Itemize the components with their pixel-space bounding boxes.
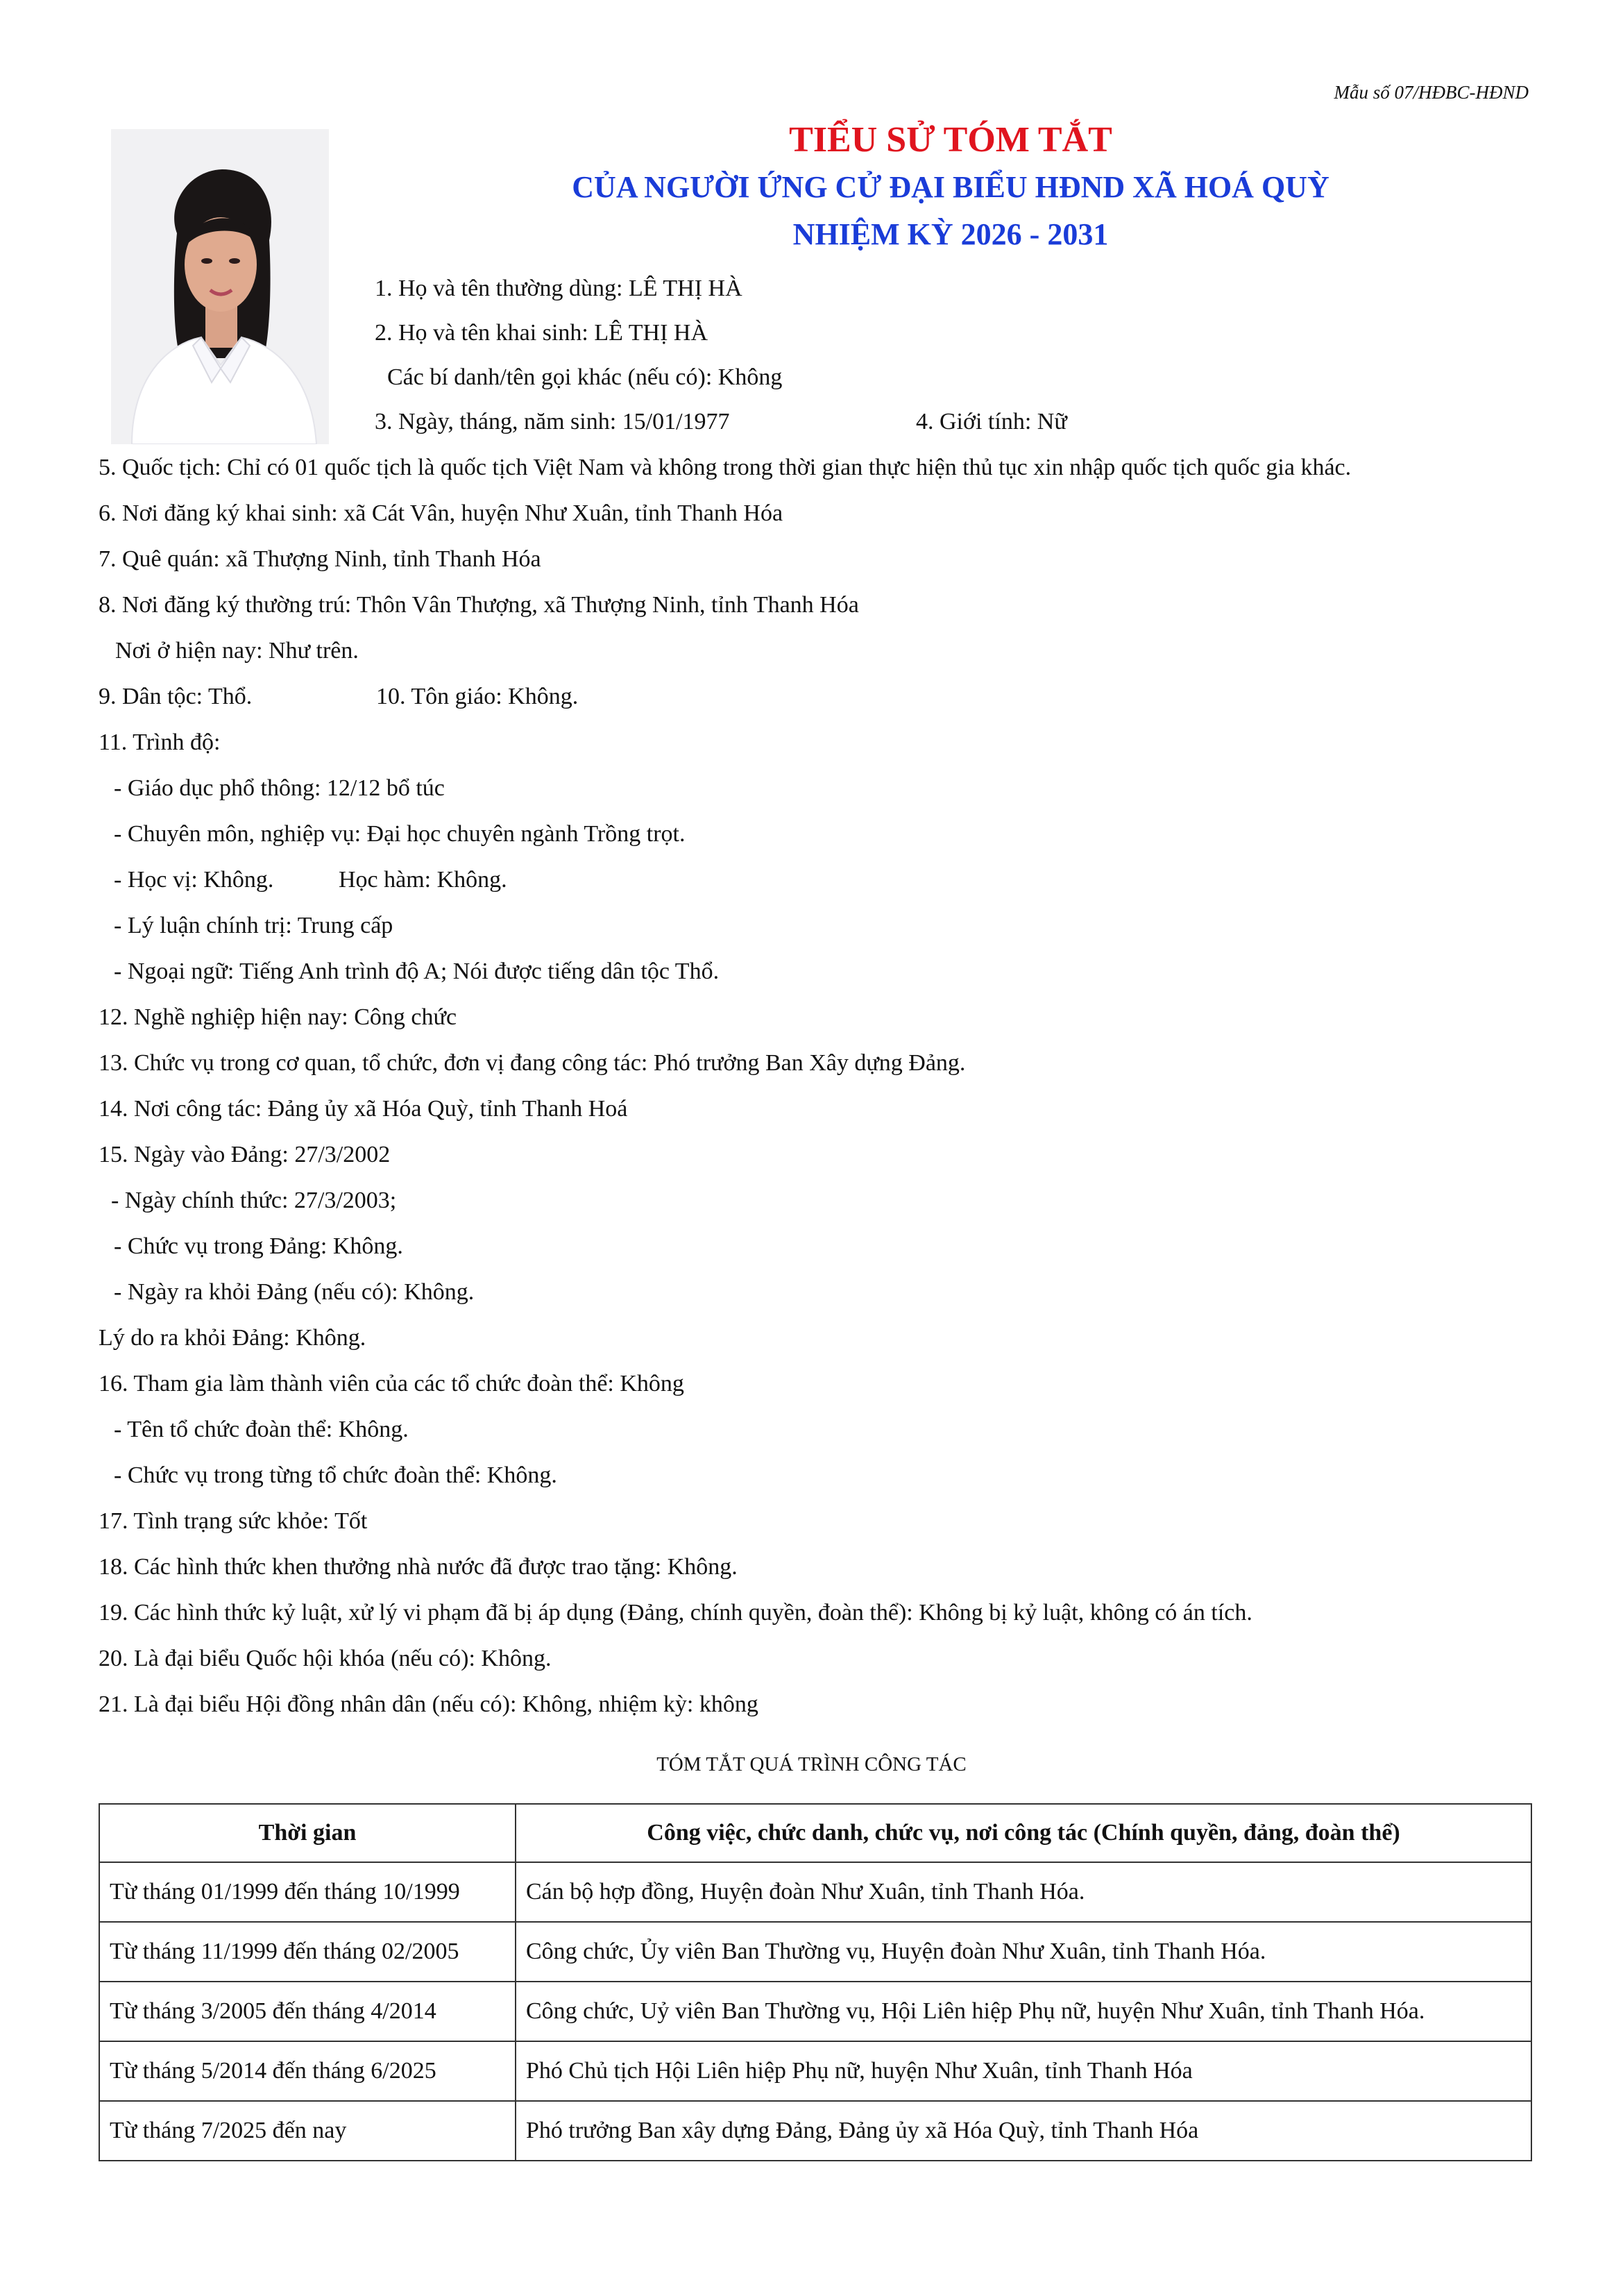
document-term: NHIỆM KỲ 2026 - 2031	[792, 217, 1109, 251]
field-birth-name: 2. Họ và tên khai sinh: LÊ THỊ HÀ	[375, 320, 708, 346]
field-religion: 10. Tôn giáo: Không.	[376, 684, 579, 709]
field-party-join-date: 15. Ngày vào Đảng: 27/3/2002	[99, 1142, 391, 1167]
portrait-photo	[111, 129, 329, 444]
field-party-leave-reason: Lý do ra khỏi Đảng: Không.	[99, 1325, 366, 1351]
cell-time: Từ tháng 11/1999 đến tháng 02/2005	[99, 1922, 516, 1982]
cell-work: Phó trưởng Ban xây dựng Đảng, Đảng ủy xã Hóa Quỳ, tỉnh Thanh Hóa	[516, 2101, 1531, 2161]
field-organization-membership: 16. Tham gia làm thành viên của các tổ chức đoàn thể: Không	[99, 1371, 684, 1396]
field-education-heading: 11. Trình độ:	[99, 729, 221, 755]
table-row	[99, 1922, 1531, 1982]
field-date-of-birth: 3. Ngày, tháng, năm sinh: 15/01/1977	[375, 409, 730, 434]
field-party-leave-date: - Ngày ra khỏi Đảng (nếu có): Không.	[114, 1279, 475, 1305]
field-birth-registration: 6. Nơi đăng ký khai sinh: xã Cát Vân, huyện Như Xuân, tỉnh Thanh Hóa	[99, 500, 783, 526]
field-ethnicity: 9. Dân tộc: Thổ.	[99, 684, 253, 709]
field-workplace: 14. Nơi công tác: Đảng ủy xã Hóa Quỳ, tỉnh Thanh Hoá	[99, 1096, 628, 1122]
field-organization-position: - Chức vụ trong từng tổ chức đoàn thể: Không.	[114, 1462, 557, 1488]
field-gender: 4. Giới tính: Nữ	[916, 409, 1067, 434]
field-specialization: - Chuyên môn, nghiệp vụ: Đại học chuyên ngành Trồng trọt.	[114, 821, 686, 847]
field-national-assembly: 20. Là đại biểu Quốc hội khóa (nếu có): Không.	[99, 1646, 552, 1671]
field-general-education: - Giáo dục phổ thông: 12/12 bổ túc	[114, 775, 445, 801]
table-row	[99, 1862, 1531, 1922]
table-row	[99, 2041, 1531, 2101]
field-academic-degree: - Học vị: Không.	[114, 867, 274, 893]
career-table-title: TÓM TẮT QUÁ TRÌNH CÔNG TÁC	[656, 1753, 967, 1775]
cell-work: Công chức, Uỷ viên Ban Thường vụ, Hội Liên hiệp Phụ nữ, huyện Như Xuân, tỉnh Thanh Hóa.	[516, 1982, 1531, 2041]
field-organization-name: - Tên tổ chức đoàn thể: Không.	[114, 1417, 409, 1442]
field-current-residence: Nơi ở hiện nay: Như trên.	[115, 638, 359, 664]
form-number: Mẫu số 07/HĐBC-HĐND	[1334, 82, 1529, 103]
field-health: 17. Tình trạng sức khỏe: Tốt	[99, 1508, 368, 1534]
field-common-name: 1. Họ và tên thường dùng: LÊ THỊ HÀ	[375, 276, 742, 301]
field-party-position: - Chức vụ trong Đảng: Không.	[114, 1233, 403, 1259]
cell-time: Từ tháng 3/2005 đến tháng 4/2014	[99, 1982, 516, 2041]
cell-work: Công chức, Ủy viên Ban Thường vụ, Huyện đoàn Như Xuân, tỉnh Thanh Hóa.	[516, 1922, 1531, 1982]
column-header-work: Công việc, chức danh, chức vụ, nơi công tác (Chính quyền, đảng, đoàn thể)	[516, 1804, 1531, 1862]
field-foreign-language: - Ngoại ngữ: Tiếng Anh trình độ A; Nói được tiếng dân tộc Thổ.	[114, 959, 720, 984]
cell-time: Từ tháng 5/2014 đến tháng 6/2025	[99, 2041, 516, 2101]
field-political-theory: - Lý luận chính trị: Trung cấp	[114, 913, 393, 938]
cell-time: Từ tháng 01/1999 đến tháng 10/1999	[99, 1862, 516, 1922]
table-header-row	[99, 1804, 1531, 1862]
table-row	[99, 1982, 1531, 2041]
field-disciplinary: 19. Các hình thức kỷ luật, xử lý vi phạm đã bị áp dụng (Đảng, chính quyền, đoàn thể): Không bị kỷ luật, không có án tích.	[99, 1600, 1252, 1626]
field-occupation: 12. Nghề nghiệp hiện nay: Công chức	[99, 1004, 457, 1030]
column-header-time: Thời gian	[99, 1804, 516, 1862]
career-table	[99, 1803, 1532, 2161]
field-nationality: 5. Quốc tịch: Chỉ có 01 quốc tịch là quốc tịch Việt Nam và không trong thời gian thực hiện thủ tục xin nhập quốc tịch quốc gia khác.	[99, 455, 1352, 480]
field-party-official-date: - Ngày chính thức: 27/3/2003;	[111, 1188, 397, 1213]
field-aliases: Các bí danh/tên gọi khác (nếu có): Không	[387, 364, 783, 390]
field-position: 13. Chức vụ trong cơ quan, tổ chức, đơn vị đang công tác: Phó trưởng Ban Xây dựng Đảng.	[99, 1050, 966, 1076]
cell-work: Phó Chủ tịch Hội Liên hiệp Phụ nữ, huyện Như Xuân, tỉnh Thanh Hóa	[516, 2041, 1531, 2101]
portrait-illustration	[111, 129, 329, 444]
field-academic-title: Học hàm: Không.	[339, 867, 507, 893]
cell-work: Cán bộ hợp đồng, Huyện đoàn Như Xuân, tỉnh Thanh Hóa.	[516, 1862, 1531, 1922]
cell-time: Từ tháng 7/2025 đến nay	[99, 2101, 516, 2161]
field-awards: 18. Các hình thức khen thưởng nhà nước đã được trao tặng: Không.	[99, 1554, 738, 1580]
field-council-delegate: 21. Là đại biểu Hội đồng nhân dân (nếu có): Không, nhiệm kỳ: không	[99, 1691, 758, 1717]
document-title: TIỂU SỬ TÓM TẮT	[789, 120, 1112, 160]
table-row	[99, 2101, 1531, 2161]
field-permanent-residence: 8. Nơi đăng ký thường trú: Thôn Vân Thượng, xã Thượng Ninh, tỉnh Thanh Hóa	[99, 592, 859, 618]
document-subtitle: CỦA NGƯỜI ỨNG CỬ ĐẠI BIỂU HĐND XÃ HOÁ QUỲ	[572, 170, 1329, 204]
field-hometown: 7. Quê quán: xã Thượng Ninh, tỉnh Thanh Hóa	[99, 546, 541, 572]
